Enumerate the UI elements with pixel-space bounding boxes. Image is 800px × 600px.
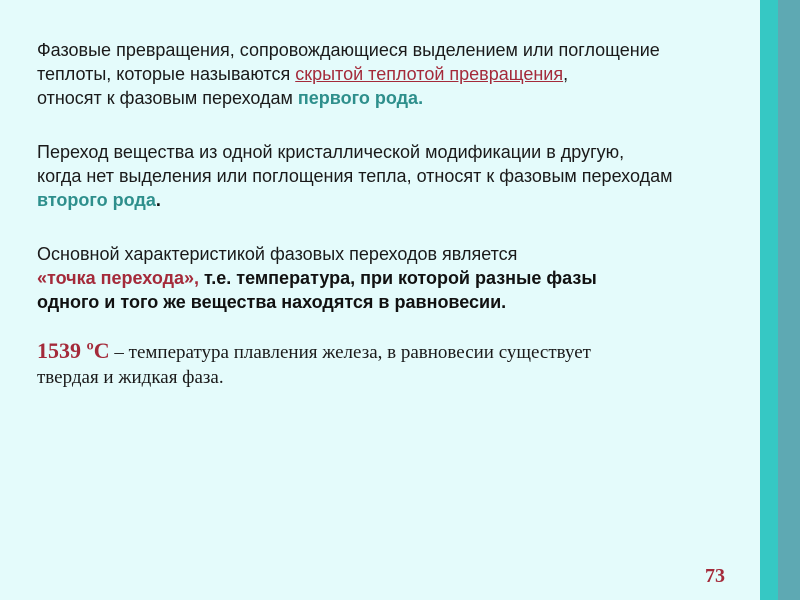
text-segment: – температура плавления железа, в равновесии существует bbox=[109, 342, 591, 363]
text-line bbox=[37, 266, 760, 290]
text-line: Основной характеристикой фазовых переходов является bbox=[37, 244, 518, 264]
text-segment: относят к фазовым переходам bbox=[37, 88, 298, 108]
page-number: 73 bbox=[705, 565, 725, 587]
text-line bbox=[37, 338, 760, 365]
second-order-term: второго рода bbox=[37, 190, 156, 210]
text-line bbox=[37, 62, 760, 86]
latent-heat-term: скрытой теплотой превращения bbox=[295, 64, 564, 84]
text-line bbox=[37, 188, 760, 212]
text-line bbox=[37, 86, 760, 110]
transition-point-term: «точка перехода», bbox=[37, 268, 200, 288]
decorative-side-bar bbox=[760, 0, 778, 600]
text-line: когда нет выделения или поглощения тепла, относят к фазовым переходам bbox=[37, 166, 673, 186]
text-line: Переход вещества из одной кристаллической модификации в другую, bbox=[37, 142, 625, 162]
text-segment: теплоты, которые называются bbox=[37, 64, 296, 84]
text-line: твердая и жидкая фаза. bbox=[37, 367, 224, 388]
text-line: Фазовые превращения, сопровождающиеся выделением или поглощение bbox=[37, 40, 660, 60]
paragraph-second-order bbox=[37, 140, 760, 212]
text-line: одного и того же вещества находятся в равновесии. bbox=[37, 292, 507, 312]
text-segment: , bbox=[563, 64, 569, 84]
melting-temperature: 1539 ºС bbox=[37, 338, 110, 363]
slide-content bbox=[37, 38, 760, 419]
text-segment: . bbox=[155, 190, 161, 210]
first-order-term: первого рода. bbox=[297, 88, 424, 108]
paragraph-iron-melting bbox=[37, 338, 760, 389]
text-segment: т.е. температура, при которой разные фазы bbox=[199, 268, 597, 288]
paragraph-transition-point bbox=[37, 242, 760, 314]
decorative-side-bar-dark bbox=[778, 0, 800, 600]
paragraph-first-order bbox=[37, 38, 760, 110]
